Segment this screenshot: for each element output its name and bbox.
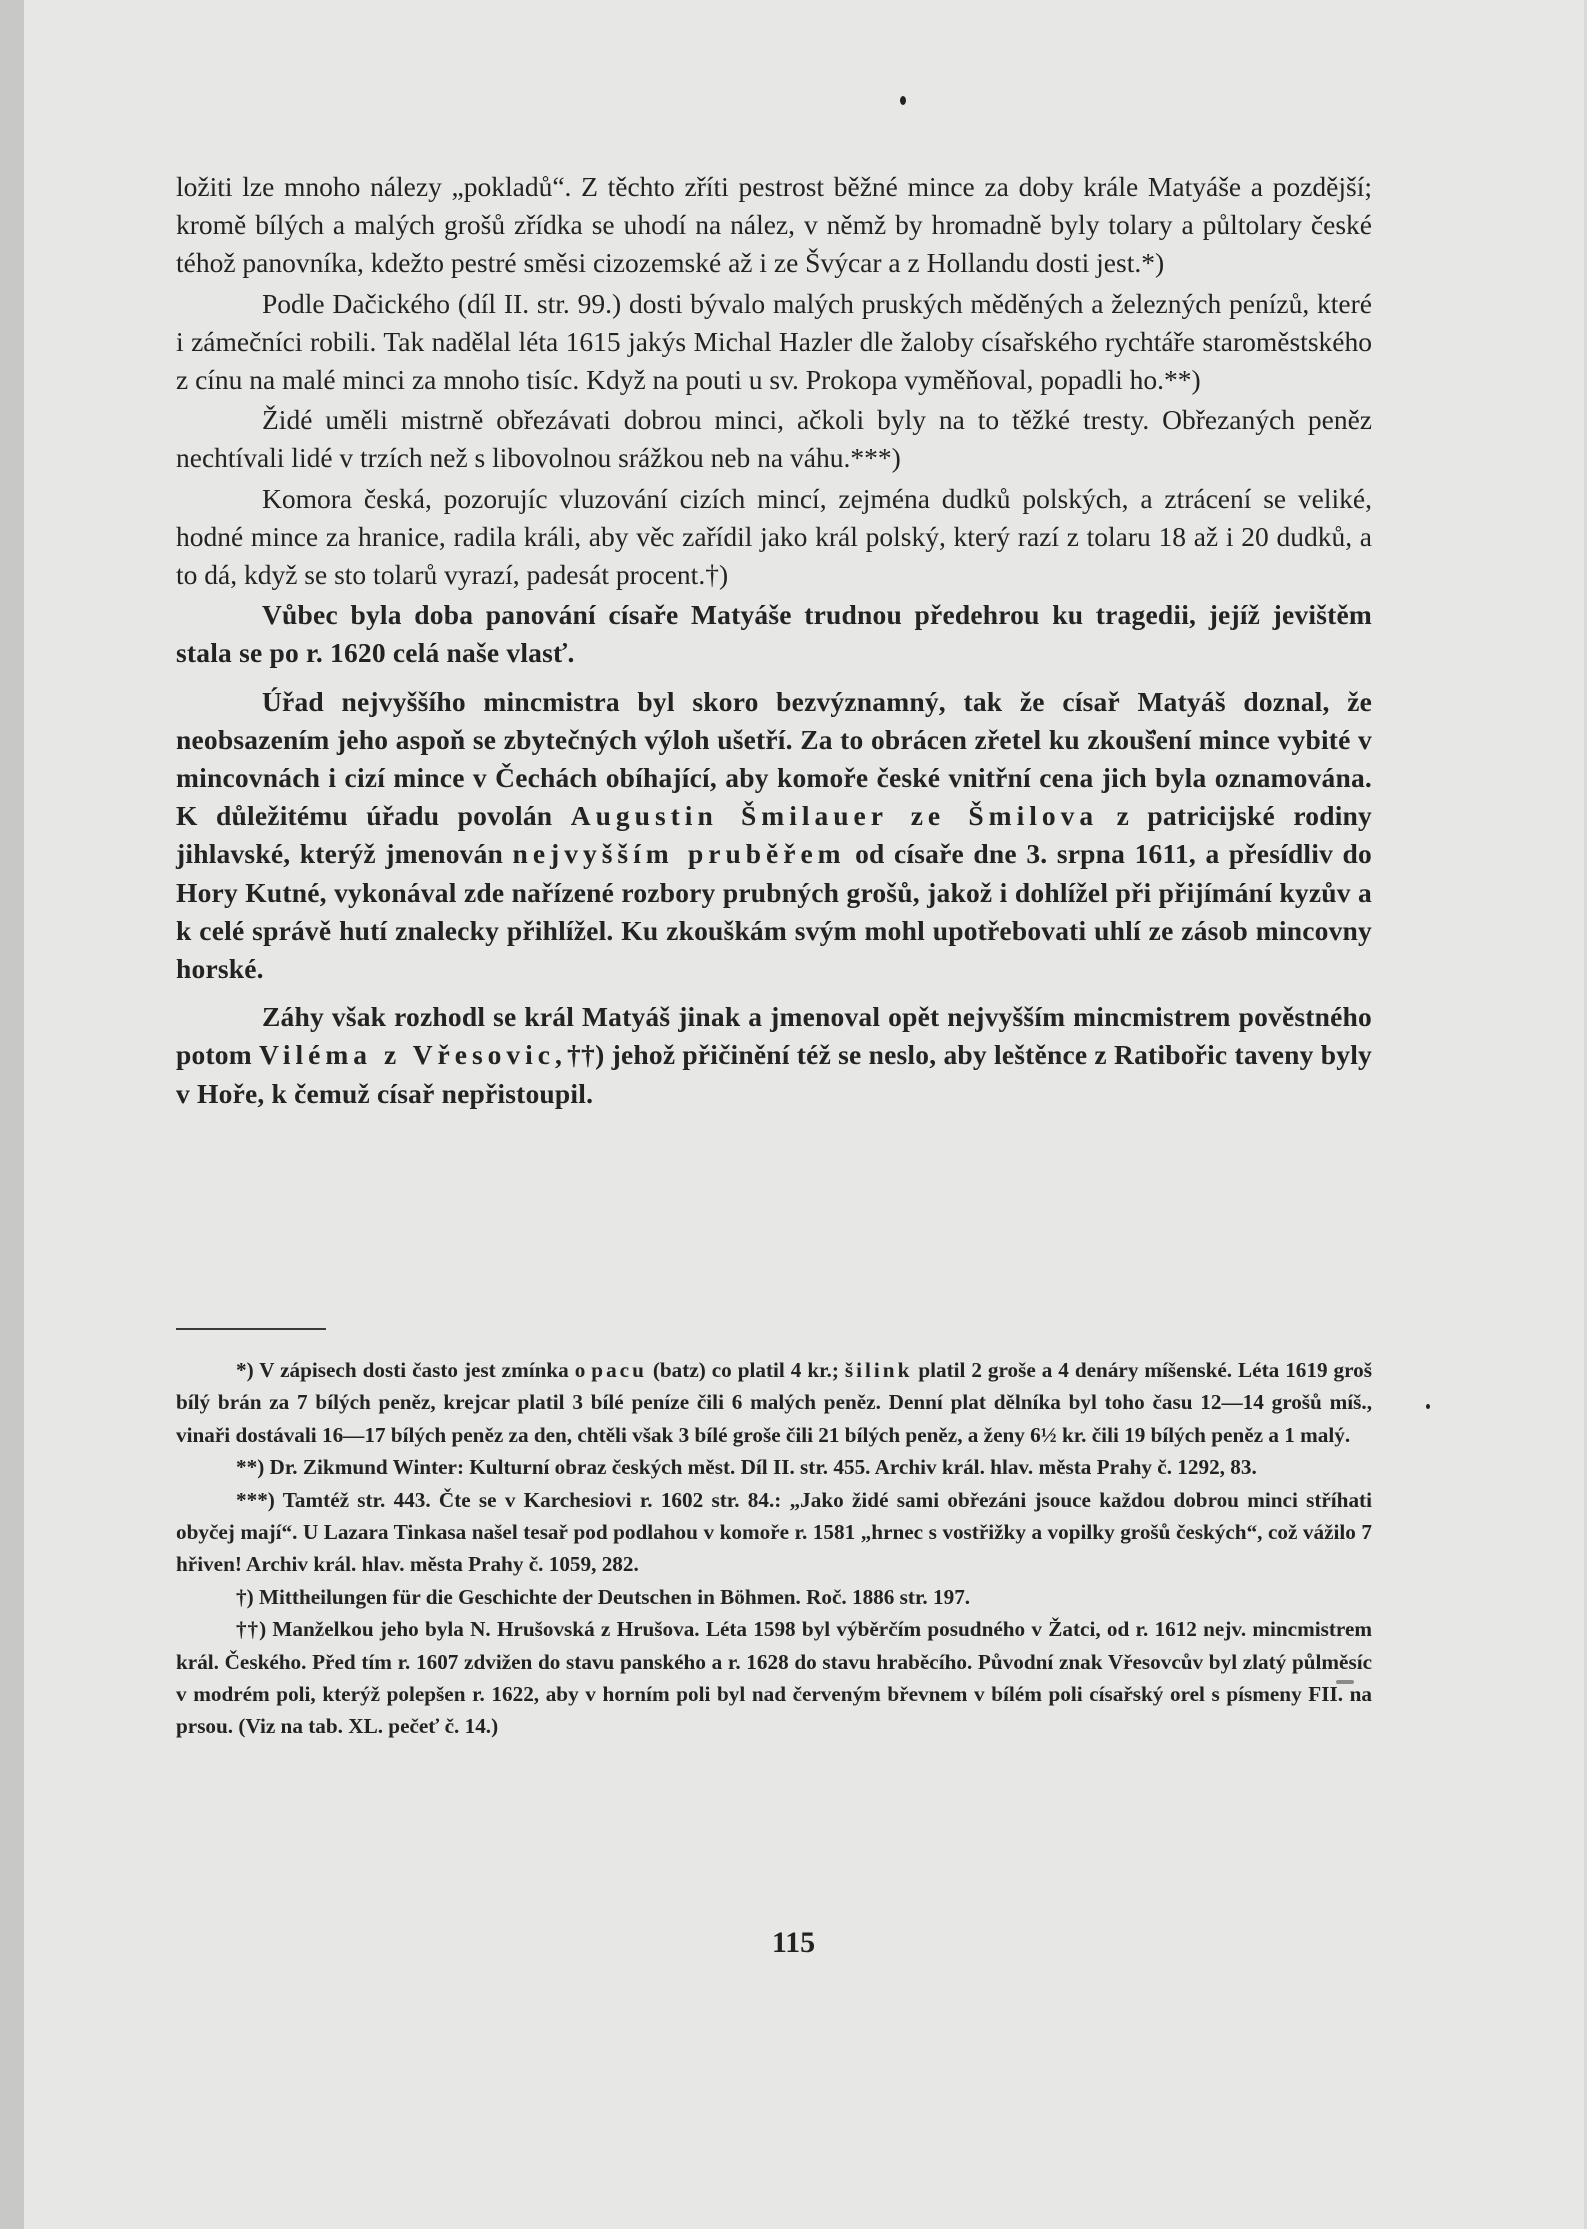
paragraph-6 — [176, 683, 1372, 989]
footnotes — [176, 1354, 1372, 1743]
footnote-3: ***) Tamtéž str. 443. Čte se v Karchesiovi r. 1602 str. 84.: „Jako židé sami obřezáni jsouce každou dobrou minci stříhati obyčej mají“. U Lazara Tinkasa našel tesař pod podlahou v komoře r. 1581 „hrnec s vostřižky a vopilky grošů českých“, což vážilo 7 hřiven! Archiv král. hlav. města Prahy č. 1059, 282. — [176, 1487, 1372, 1577]
main-text — [176, 168, 1372, 1113]
term-pacu: pacu — [591, 1358, 647, 1382]
page-binding-edge — [0, 0, 24, 2229]
footnote-1-text-a: *) V zápisech dosti často jest zmínka o — [236, 1358, 592, 1382]
footnote-1 — [176, 1354, 1372, 1451]
paragraph-7-text-b: ††) jehož přičinění též se neslo, aby leštěnce z Ratibořic taveny byly v Hoře, k čemuž císař nepřistoupil. — [176, 1039, 1373, 1109]
paragraph-4: Komora česká, pozorujíc vluzování cizích mincí, zejména dudků polských, a ztrácení se veliké, hodné mince za hranice, radila králi, aby věc zařídil jako král polský, který razí z tolaru 18 až i 20 dudků, a to dá, když se sto tolarů vyrazí, padesát procent.†) — [176, 482, 1372, 591]
print-speck — [900, 96, 906, 105]
footnote-1-text-c: platil 2 groše a 4 denáry míšenské. Léta 1619 groš bílý brán za 7 bílých peněz, krejcar platil 3 bílé peníze čili 6 malých peněz. Denní plat dělníka byl toho času 12—14 grošů míš., vinaři dostávali 16—17 bílých peněz za den, chtěli však 3 bílé groše čili 21 bílých peněz, a ženy 6½ kr. čili 19 bílých peněz a 1 malý. — [176, 1358, 1372, 1447]
paragraph-7-text-a: Záhy však rozhodl se král Matyáš jinak a jmenoval opět nejvyšším mincmistrem pověstného potom — [176, 1001, 1372, 1071]
footnote-divider — [176, 1328, 326, 1330]
office-title: nejvyšším pruběřem — [512, 838, 846, 870]
footnote-2: **) Dr. Zikmund Winter: Kulturní obraz českých měst. Díl II. str. 455. Archiv král. hlav. města Prahy č. 1292, 83. — [236, 1455, 1257, 1480]
paragraph-2: Podle Dačického (díl II. str. 99.) dosti bývalo malých pruských měděných a železných penízů, které i zámečníci robili. Tak nadělal léta 1615 jakýs Michal Hazler dle žaloby císařského rychtáře staroměstského z cínu na malé minci za mnoho tisíc. Když na pouti u sv. Prokopa vyměňoval, popadli ho.**) — [176, 287, 1372, 396]
paragraph-6-text-c: od císaře dne 3. srpna 1611, a přesídliv do Hory Kutné, vykonával zde nařízené rozbory prubných grošů, jakož i dohlížel při přijímání kyzův a k celé správě hutí znalecky přihlížel. Ku zkouškám svým mohl upotřebovati uhlí ze zásob mincovny horské. — [176, 838, 1373, 985]
footnote-4: †) Mittheilungen für die Geschichte der Deutschen in Böhmen. Roč. 1886 str. 197. — [236, 1584, 971, 1609]
paragraph-5: Vůbec byla doba panování císaře Matyáše trudnou předehrou ku tragedii, jejíž jevištěm stala se po r. 1620 celá naše vlasť. — [176, 599, 1372, 669]
paragraph-6-text-a: Úřad nejvyššího mincmistra byl skoro bezvýznamný, tak že císař Matyáš doznal, že neobsazením jeho aspoň se zbytečných výloh ušetří. Za to obrácen zřetel ku zkoušení mince vybité v mincovnách i cizí mince v Čechách obíhající, aby komoře české vnitřní cena jich byla oznamována. K důležitému úřadu povolán — [176, 685, 1372, 832]
print-speck — [1426, 1404, 1430, 1409]
paragraph-1: ložiti lze mnoho nálezy „pokladů“. Z těchto zříti pestrost běžné mince za doby krále Matyáše a pozdější; kromě bílých a malých grošů zřídka se uhodí na nález, v němž by hromadně byly tolary a půltolary české téhož panovníka, kdežto pestré směsi cizozemské až i ze Švýcar a z Hollandu dosti jest.*) — [176, 171, 1372, 279]
paragraph-3: Židé uměli mistrně obřezávati dobrou minci, ačkoli byly na to těžké tresty. Obřezaných peněz nechtívali lidé v trzích než s libovolnou srážkou neb na váhu.***) — [176, 404, 1372, 474]
person-name-smilauer: Augustin Šmilauer ze Šmilova — [570, 800, 1099, 832]
paragraph-6-text-b: z patricijské rodiny jihlavské, kterýž jmenován — [176, 800, 1372, 870]
term-silink: šilink — [844, 1358, 913, 1382]
footnote-5: ††) Manželkou jeho byla N. Hrušovská z Hrušova. Léta 1598 byl výběrčím posudného v Žatci, od r. 1612 nejv. mincmistrem král. Českého. Před tím r. 1607 zdvižen do stavu panského a r. 1628 do stavu hraběcího. Původní znak Vřesovcův byl zlatý půlměsíc v modrém poli, kterýž polepšen r. 1622, aby v horním poli byl nad červeným břevnem v bílém poli císařský orel s písmeny FII. na prsou. (Viz na tab. XL. pečeť č. 14.) — [176, 1617, 1372, 1739]
person-name-vilem: Viléma z Vřesovic, — [259, 1039, 567, 1071]
footnote-1-text-b: (batz) co platil 4 kr.; — [646, 1358, 845, 1382]
paragraph-7 — [176, 998, 1372, 1113]
page-number: 115 — [771, 1926, 816, 1959]
